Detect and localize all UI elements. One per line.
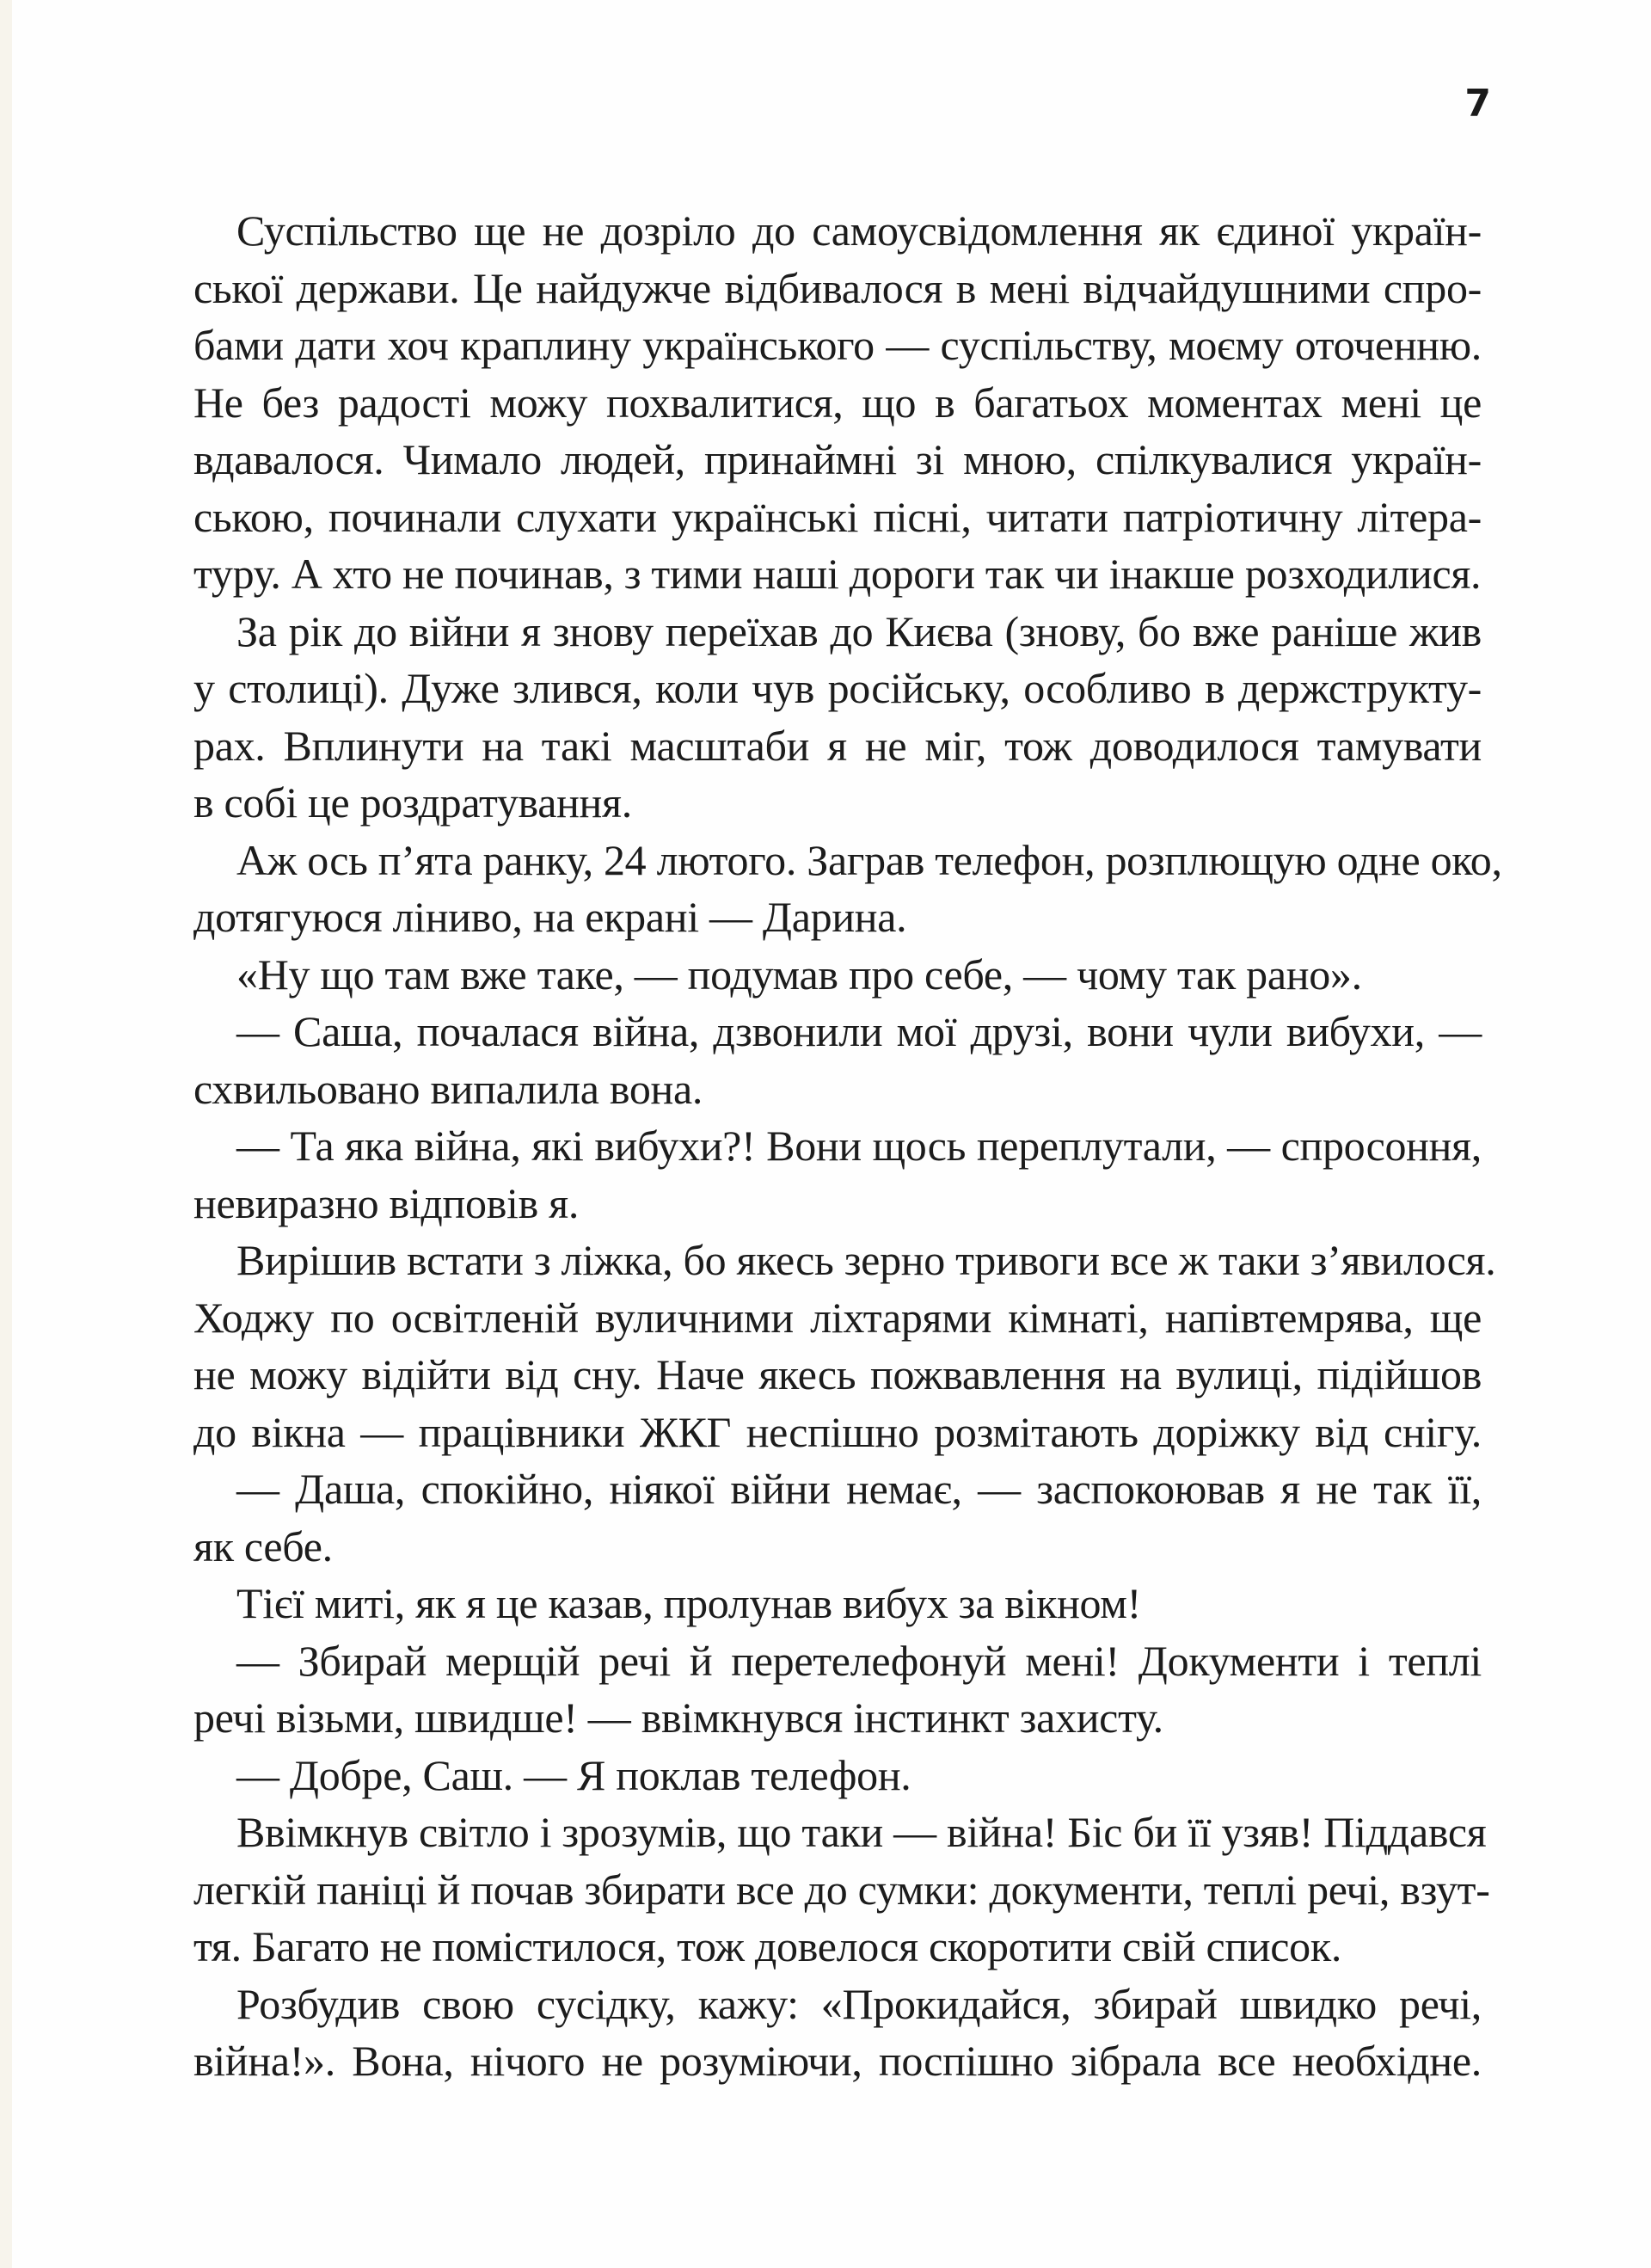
text-line: ської держави. Це найдужче відбивалося в мені відчайдушними спро- [193, 263, 1482, 312]
text-line: до вікна — працівники ЖКГ неспішно розмітають доріжку від снігу. [193, 1407, 1482, 1456]
text-line: бами дати хоч краплину українського — суспільству, моєму оточенню. [193, 321, 1482, 369]
text-line: За рік до війни я знову переїхав до Києва (знову, бо вже раніше жив [236, 606, 1482, 655]
text-line: як себе. [193, 1521, 333, 1570]
text-line: Суспільство ще не дозріло до самоусвідомлення як єдиної україн- [236, 206, 1482, 255]
text-line: вдавалося. Чимало людей, принаймні зі мною, спілкувалися україн- [193, 435, 1482, 483]
text-line: — Добре, Саш. — Я поклав телефон. [236, 1750, 911, 1799]
text-line: Ходжу по освітленій вуличними ліхтарями кімнаті, напівтемрява, ще [193, 1293, 1482, 1342]
text-line: — Даша, спокійно, ніякої війни немає, — заспокоював я не так її, [236, 1465, 1482, 1513]
text-line: не можу відійти від сну. Наче якесь пожвавлення на вулиці, підійшов [193, 1350, 1482, 1398]
text-line: Вирішив встати з ліжка, бо якесь зерно тривоги все ж таки з’явилося. [236, 1236, 1496, 1284]
text-line: дотягуюся ліниво, на екрані — Дарина. [193, 893, 907, 941]
text-line: Тієї миті, як я це казав, пролунав вибух за вікном! [236, 1579, 1141, 1627]
text-line: «Ну що там вже таке, — подумав про себе, — чому так рано». [236, 950, 1362, 999]
text-line: невиразно відповів я. [193, 1178, 580, 1227]
text-line: туру. А хто не починав, з тими наші дороги так чи інакше розходилися. [193, 550, 1482, 598]
text-line: рах. Вплинути на такі масштаби я не міг, тож доводилося тамувати [193, 721, 1482, 770]
text-line: Розбудив свою сусідку, кажу: «Прокидайся, збирай швидко речі, [236, 1979, 1482, 2028]
text-line: ською, починали слухати українські пісні, читати патріотичну літера- [193, 492, 1482, 541]
text-line: схвильовано випалила вона. [193, 1064, 703, 1113]
text-line: — Збирай мерщій речі й перетелефонуй мені! Документи і теплі [236, 1636, 1482, 1685]
text-line: — Та яка війна, які вибухи?! Вони щось переплутали, — спросоння, [236, 1122, 1482, 1170]
text-line: — Саша, почалася війна, дзвонили мої друзі, вони чули вибухи, — [236, 1007, 1482, 1055]
text-line: в собі це роздратування. [193, 778, 632, 827]
text-line: тя. Багато не помістилося, тож довелося скоротити свій список. [193, 1922, 1342, 1970]
page-number: 7 [1464, 82, 1491, 126]
text-line: війна!». Вона, нічого не розуміючи, поспішно зібрала все необхідне. [193, 2037, 1482, 2085]
text-line: Ввімкнув світло і зрозумів, що таки — війна! Біс би її узяв! Піддався [236, 1808, 1487, 1856]
text-line: Не без радості можу похвалитися, що в багатьох моментах мені це [193, 378, 1482, 427]
text-line: у столиці). Дуже злився, коли чув російську, особливо в держструкту- [193, 664, 1482, 712]
text-line: легкій паніці й почав збирати все до сумки: документи, теплі речі, взут- [193, 1865, 1490, 1914]
text-line: речі візьми, швидше! — ввімкнувся інстинкт захисту. [193, 1693, 1163, 1742]
body-text [193, 202, 1502, 2090]
text-line: Аж ось п’ята ранку, 24 лютого. Заграв телефон, розплющую одне око, [236, 835, 1502, 884]
